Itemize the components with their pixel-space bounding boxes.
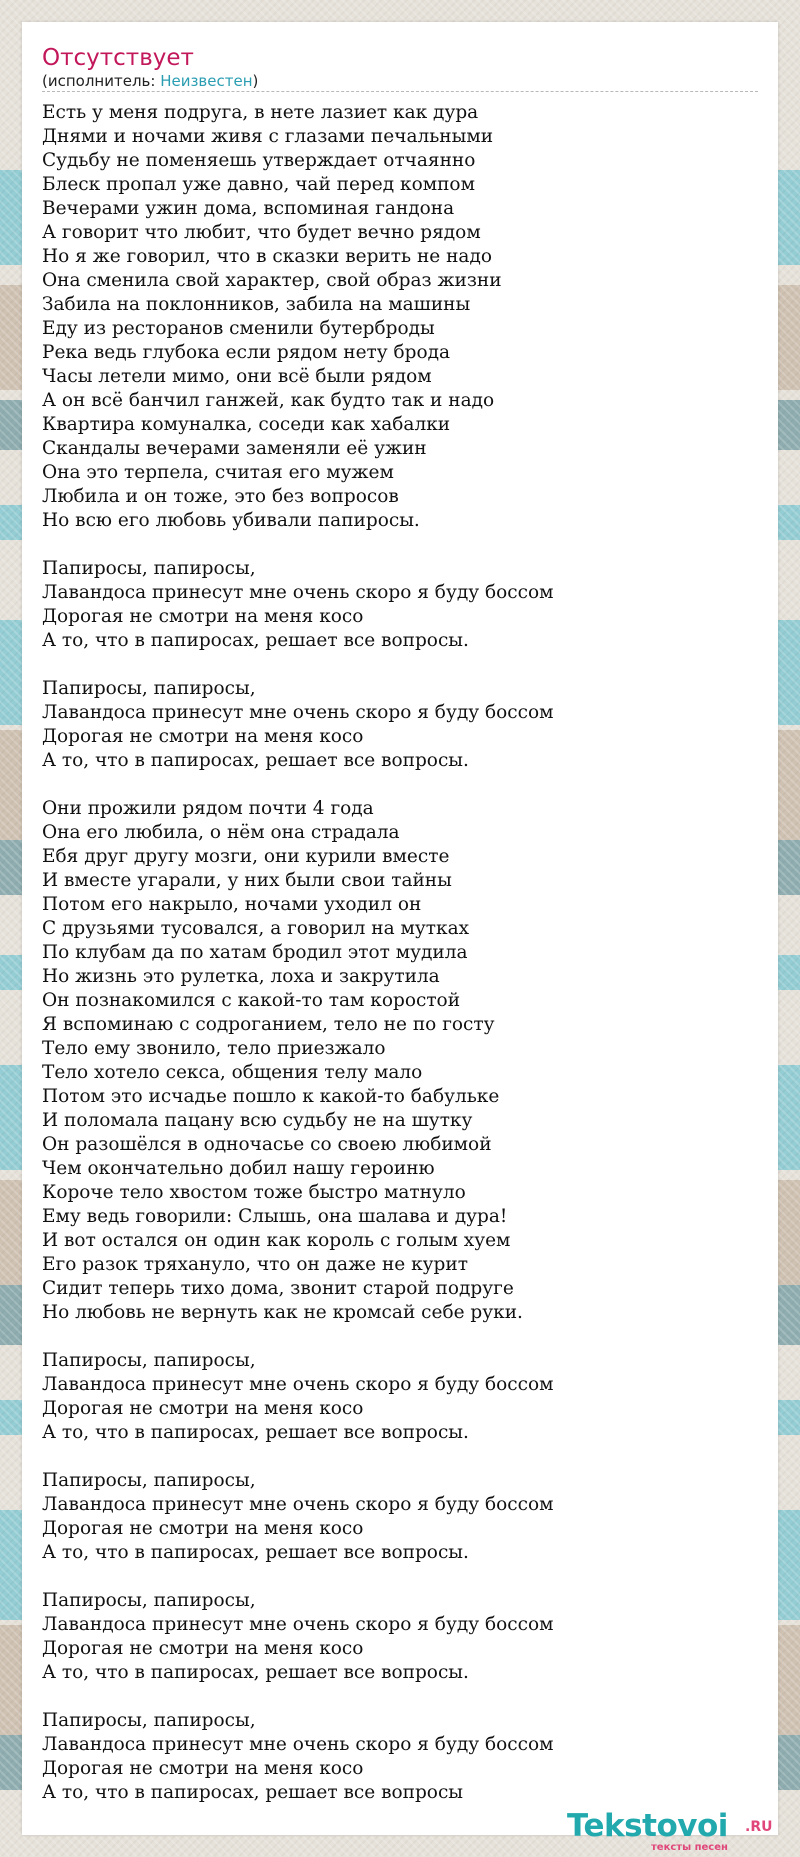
artist-prefix: (исполнитель: xyxy=(42,72,161,90)
artist-link[interactable]: Неизвестен xyxy=(160,72,253,90)
song-header xyxy=(42,44,758,92)
logo-tagline: тексты песен xyxy=(651,1842,728,1853)
lyrics-card xyxy=(22,22,778,1853)
artist-line xyxy=(42,72,758,90)
logo-wordmark: Tekstovoi xyxy=(567,1808,728,1844)
logo-tld: .RU xyxy=(745,1819,773,1835)
artist-suffix: ) xyxy=(252,72,259,90)
lyrics-text: Есть у меня подруга, в нете лазиет как дура Днями и ночами живя с глазами печальными Судьбу не поменяешь утверждает отчаянно Блеск пропал уже давно, чай перед компом Вечерами ужин дома, вспоминая гандона А говорит что любит, что будет вечно рядом Но я же говорил, что в сказки верить не надо Она сменила свой характер, свой образ жизни Забила на поклонников, забила на машины Еду из ресторанов сменили бутерброды Река ведь глубока если рядом нету брода Часы летели мимо, они всё были рядом А он всё банчил ганжей, как будто так и надо Квартира комуналка, соседи как хабалки Скандалы вечерами заменяли её ужин Она это терпела, считая его мужем Любила и он тоже, это без вопросов Но всю его любовь убивали папиросы. Папиросы, папиросы, Лавандоса принесут мне очень скоро я буду боссом Дорогая не смотри на меня косо А то, что в папиросах, решает все вопросы. Папиросы, папиросы, Лавандоса принесут мне очень скоро я буду боссом Дорогая не смотри на меня косо А то, что в папиросах, решает все вопросы. Они прожили рядом почти 4 года Она его любила, о нём она страдала Ебя друг другу мозги, они курили вместе И вместе угарали, у них были свои тайны Потом его накрыло, ночами уходил он С друзьями тусовался, а говорил на мутках По клубам да по хатам бродил этот мудила Но жизнь это рулетка, лоха и закрутила Он познакомился с какой-то там коростой Я вспоминаю с содроганием, тело не по госту Тело ему звонило, тело приезжало Тело хотело секса, общения телу мало Потом это исчадье пошло к какой-то бабульке И поломала пацану всю судьбу не на шутку Он разошёлся в одночасье со своею любимой Чем окончательно добил нашу героиню Короче тело хвостом тоже быстро матнуло Ему ведь говорили: Слышь, она шалава и дура! И вот остался он один как король с голым хуем Его разок тряхануло, что он даже не курит Сидит теперь тихо дома, звонит старой подруге Но любовь не вернуть как не кромсай себе руки. Папиросы, папиросы, Лавандоса принесут мне очень скоро я буду боссом Дорогая не смотри на меня косо А то, что в папиросах, решает все вопросы. Папиросы, папиросы, Лавандоса принесут мне очень скоро я буду боссом Дорогая не смотри на меня косо А то, что в папиросах, решает все вопросы. Папиросы, папиросы, Лавандоса принесут мне очень скоро я буду боссом Дорогая не смотри на меня косо А то, что в папиросах, решает все вопросы. Папиросы, папиросы, Лавандоса принесут мне очень скоро я буду боссом Дорогая не смотри на меня косо А то, что в папиросах, решает все вопросы xyxy=(42,102,554,1803)
site-logo[interactable] xyxy=(567,1808,773,1854)
song-title: Отсутствует xyxy=(42,45,194,71)
